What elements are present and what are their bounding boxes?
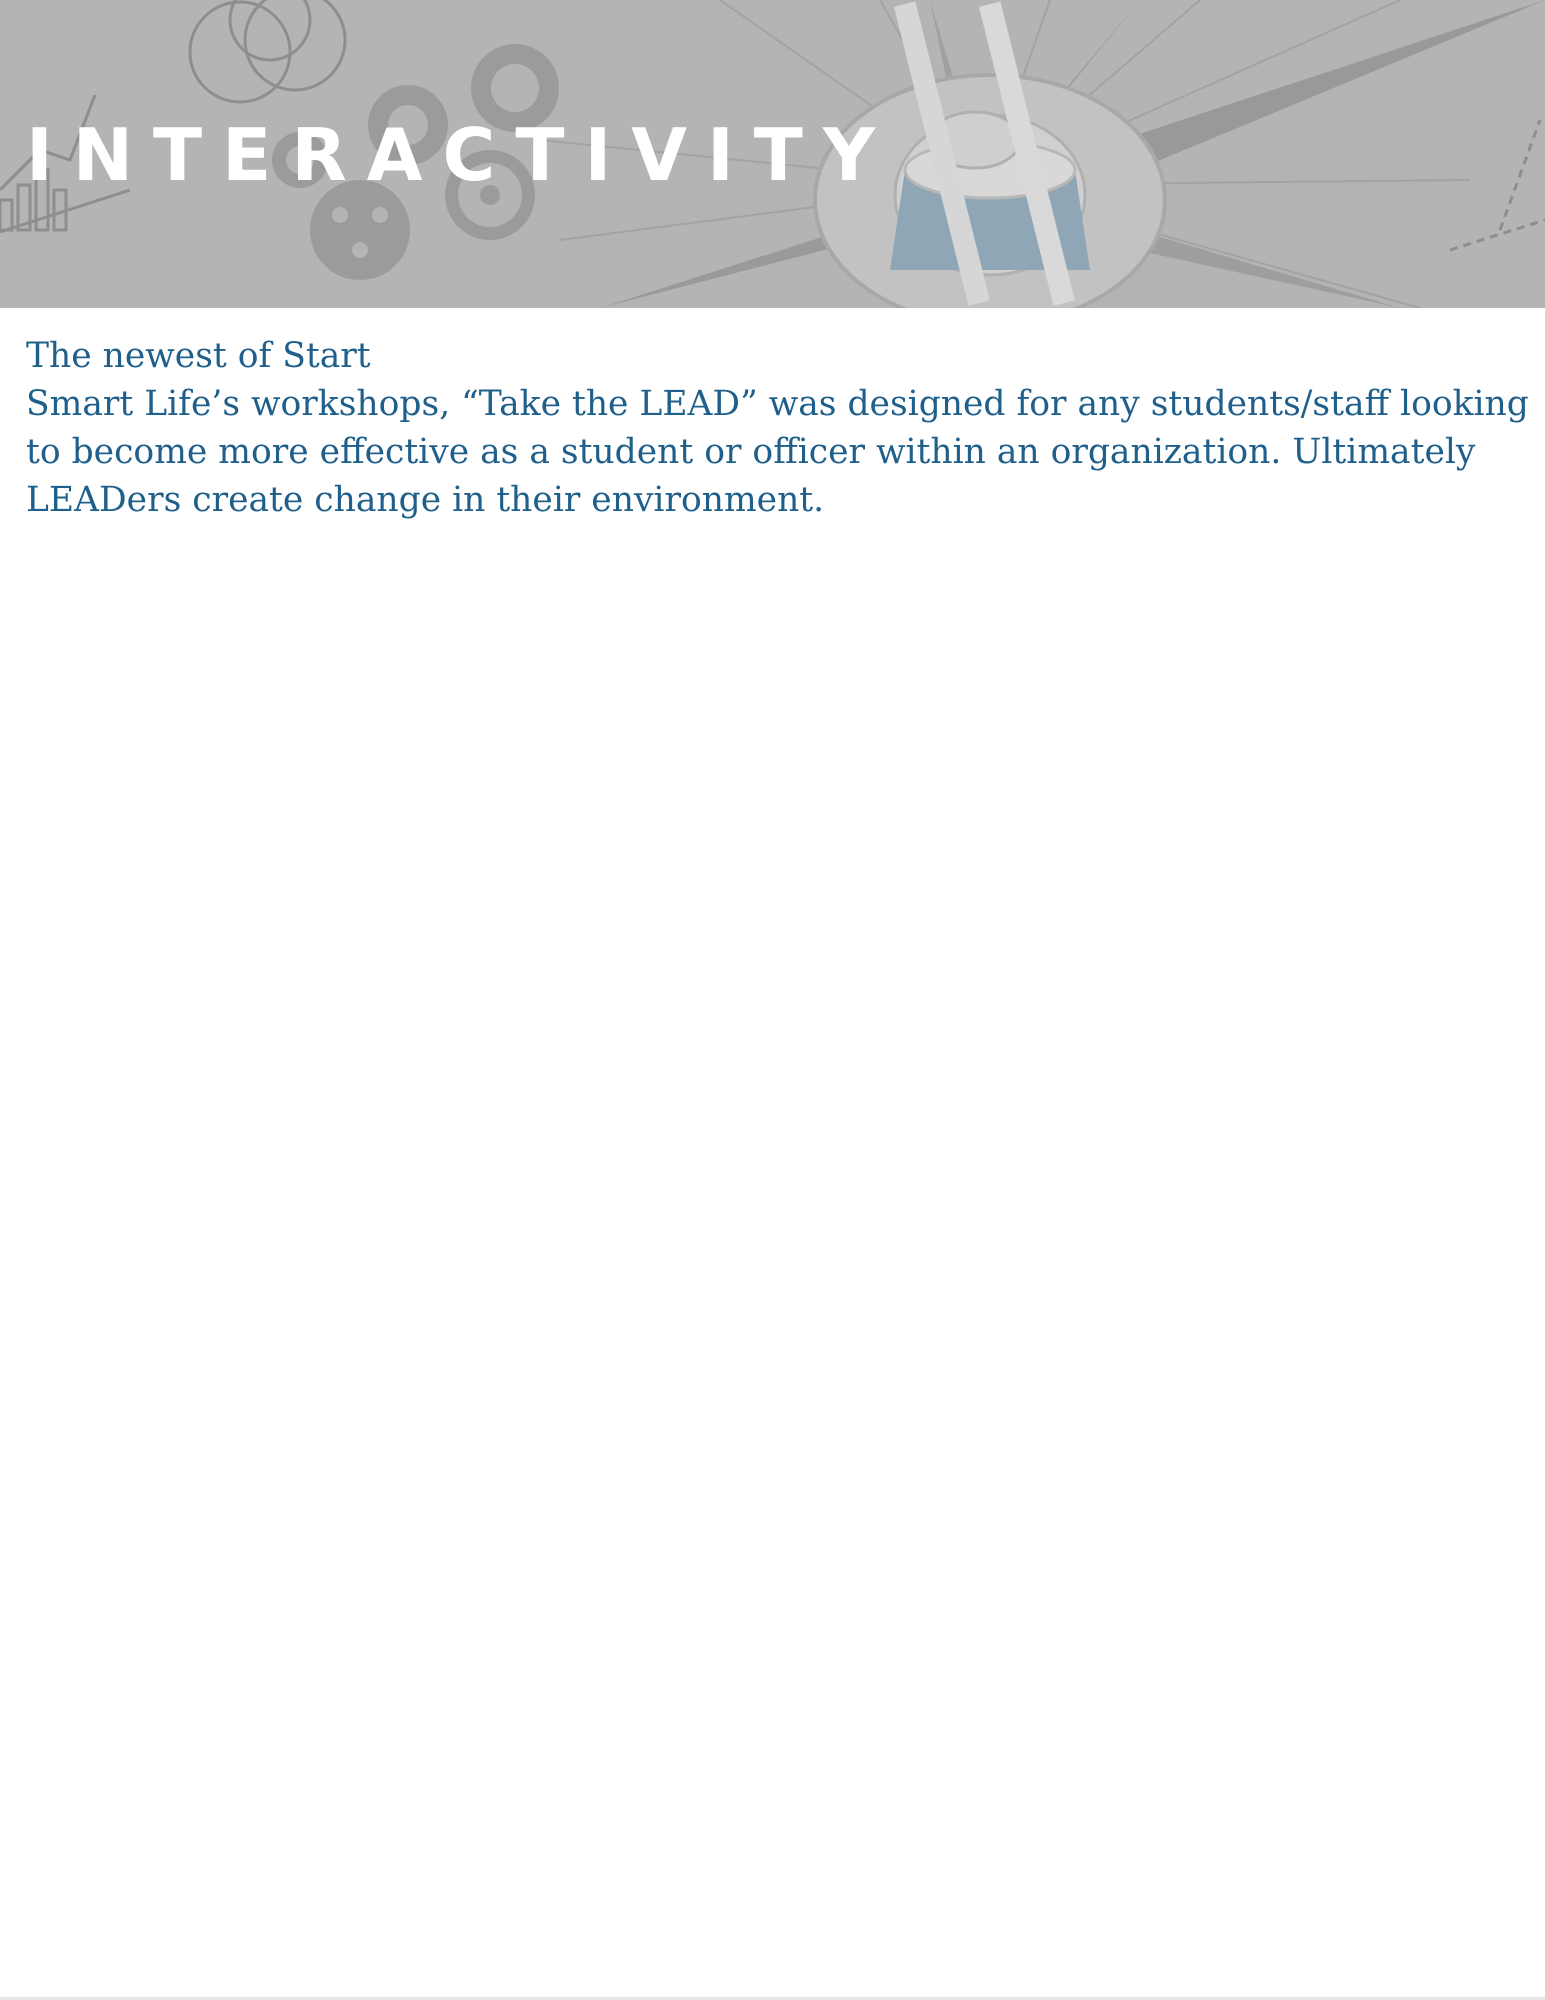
venn-diagram-icon — [190, 0, 345, 102]
page-title: INTERACTIVITY — [26, 113, 896, 197]
paragraph-line: to become more effective as a student or officer within an organization. Ultimately — [26, 432, 1476, 472]
paragraph-line: The newest of Start — [26, 336, 371, 376]
header-banner — [0, 0, 1545, 308]
paragraph-line: Smart Life’s workshops, “Take the LEAD” was designed for any students/staff looking — [26, 384, 1529, 424]
paragraph-line: LEADers create change in their environment. — [26, 480, 825, 520]
intro-paragraph — [26, 332, 1529, 524]
